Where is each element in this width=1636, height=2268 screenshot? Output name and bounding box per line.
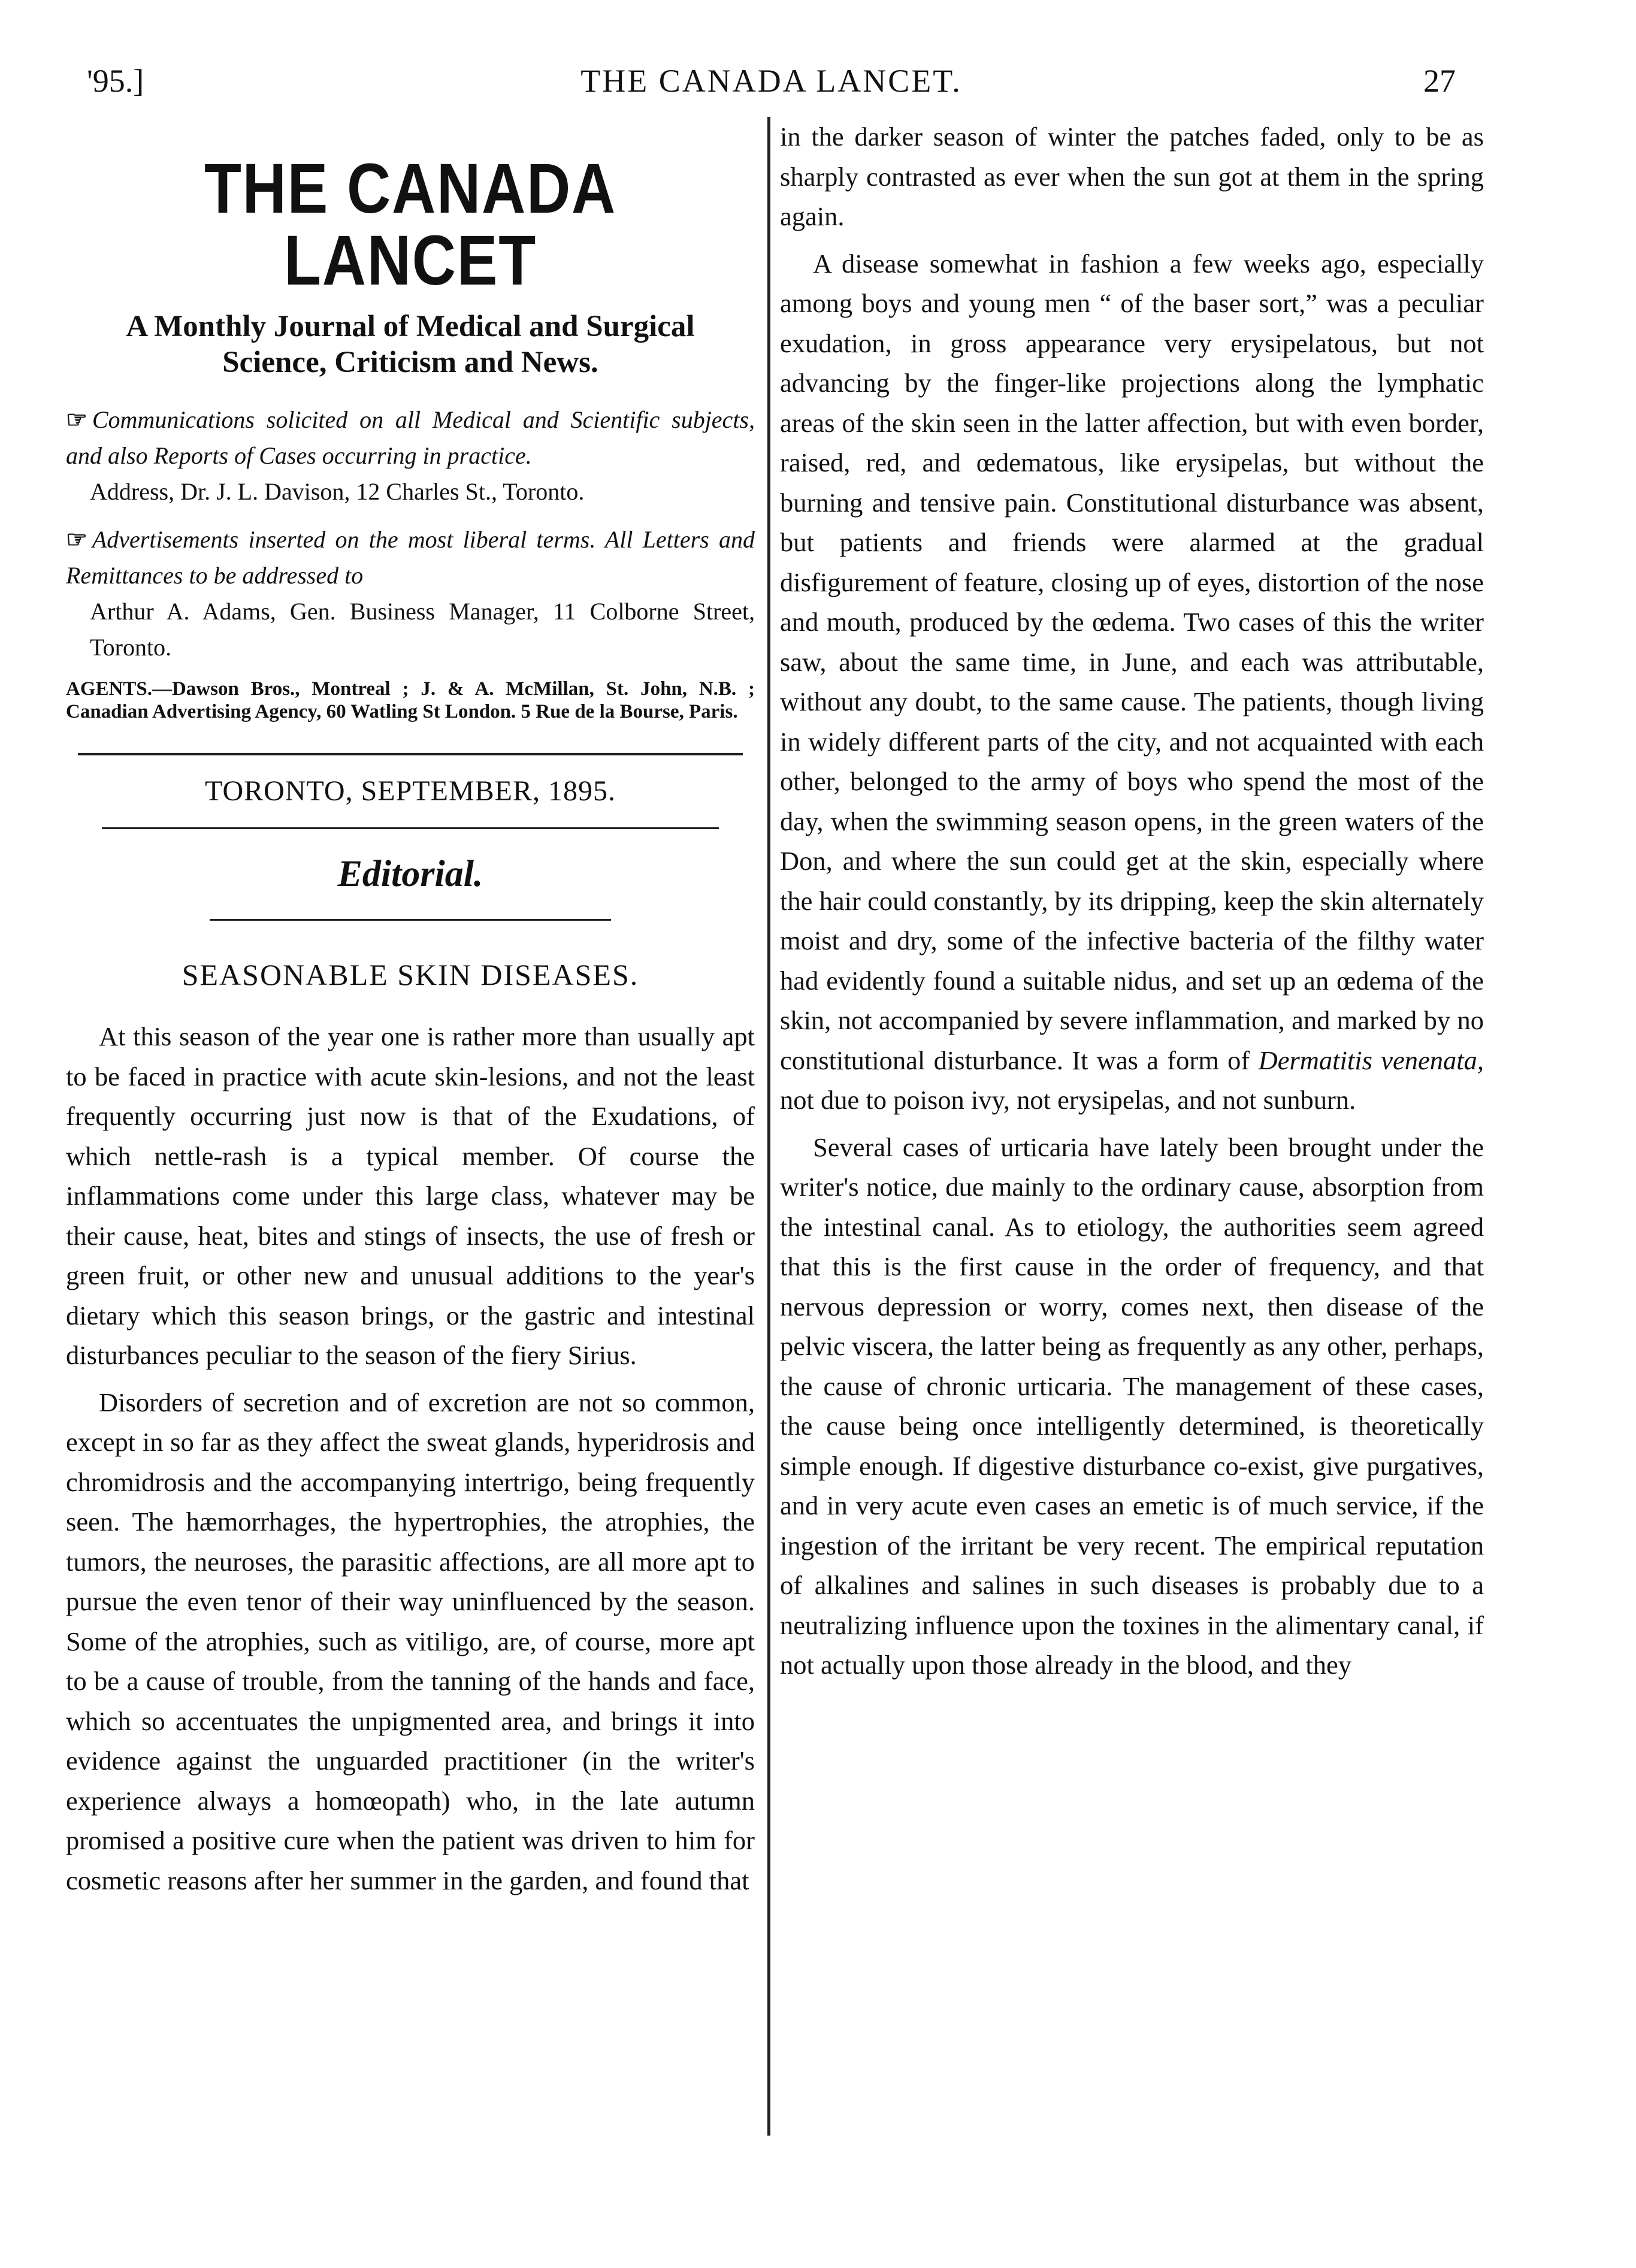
masthead-subtitle: A Monthly Journal of Medical and Surgical Science, Criticism and News. — [126, 310, 695, 379]
business-manager-address: Arthur A. Adams, Gen. Business Manager, 11 Colborne Street, Toronto. — [90, 598, 755, 661]
divider-rule — [78, 753, 743, 755]
divider-rule — [102, 827, 719, 829]
paragraph: in the darker season of winter the patches faded, only to be as sharply contrasted as ever when the sun got at them in the spring again. — [780, 122, 1484, 231]
article-title: SEASONABLE SKIN DISEASES. — [182, 958, 639, 991]
advertisements-notice — [66, 522, 755, 666]
right-column — [780, 117, 1484, 2136]
paragraph-text: A disease somewhat in fashion a few weeks ago, especially among boys and young men “ of the baser sort,” was a peculiar exudation, in gross appearance very erysipelatous, but not advancing by the finger-like projections along the lymphatic areas of the skin seen in the latter affection, but with even border, raised, red, and œdematous, like erysipelas, but without the burning and tensive pain. Constitutional disturbance was absent, but patients and friends were alarmed at the gradual disfigurement of feature, closing up of eyes, distortion of the nose and mouth, produced by the œdema. Two cases of this the writer saw, about the same time, in June, and each was attributable, without any doubt, to the same cause. The patients, though living in widely different parts of the city, and not acquainted with each other, belonged to the army of boys who spend the most of the day, when the swimming season opens, in the green waters of the Don, and where the sun could get at the skin, especially where the hair could constantly, by its dripping, keep the skin alternately moist and dry, some of the infective bacteria of the filthy water had evidently found a suitable nidus, and set up an œdema of the skin, not accompanied by severe inflammation, and marked by no constitutional disturbance. It was a form of — [780, 248, 1484, 1075]
section-heading: Editorial. — [337, 854, 483, 894]
paragraph: Several cases of urticaria have lately been brought under the writer's notice, due mainly to the ordinary cause, absorption from the intestinal canal. As to etiology, the authorities seem agreed that this is the first cause in the order of frequency, and that nervous depression or worry, comes next, then disease of the pelvic viscera, the latter being as frequently as any other, perhaps, the cause of chronic urticaria. The management of these cases, the cause being once intelligently determined, is theoretically simple enough. If digestive disturbance co-exist, give purgatives, and in very acute even cases an emetic is of much service, if the ingestion of the irritant be very recent. The empirical reputation of alkalines and salines in such diseases is probably due to a neutralizing influence upon the toxines in the alimentary canal, if not actually upon those already in the blood, and they — [780, 1132, 1484, 1680]
running-head — [87, 57, 1456, 105]
agents-list: AGENTS.—Dawson Bros., Montreal ; J. & A. McMillan, St. John, N.B. ; Canadian Advertising Agency, 60 Watling St London. 5 Rue de la Bourse, Paris. — [66, 678, 755, 722]
paragraph-text: not due to poison ivy, not erysipelas, and not sunburn. — [780, 1085, 1356, 1115]
volume-year-marker: '95.] — [87, 63, 144, 99]
article-body-left — [66, 1017, 755, 1900]
communications-text: Communications solicited on all Medical and Scientific subjects, and also Reports of Cases occurring in practice. — [66, 406, 755, 469]
communications-address: Address, Dr. J. L. Davison, 12 Charles St., Toronto. — [90, 478, 585, 505]
column-rule — [767, 117, 770, 2136]
paragraph: At this season of the year one is rather more than usually apt to be faced in practice with acute skin-lesions, and not the least frequently occurring just now is that of the Exudations, of which nettle-rash is a typical member. Of course the inflammations come under this large class, whatever may be their cause, heat, bites and stings of insects, the use of fresh or green fruit, or other new and unusual additions to the year's dietary which this season brings, or the gastric and intestinal disturbances peculiar to the season of the fiery Sirius. — [66, 1021, 755, 1370]
divider-rule — [210, 919, 611, 921]
pointing-hand-icon: ☞ — [66, 526, 87, 553]
page-number: 27 — [1423, 63, 1456, 99]
dateline: TORONTO, SEPTEMBER, 1895. — [205, 775, 616, 807]
paragraph: Disorders of secretion and of excretion are not so common, except in so far as they affect the sweat glands, hyperidrosis and chromidrosis and the accompanying intertrigo, being frequently seen. The hæmorrhages, the hypertrophies, the atrophies, the tumors, the neuroses, the parasitic affections, are all more apt to pursue the even tenor of their way uninfluenced by the season. Some of the atrophies, such as vitiligo, are, of course, more apt to be a cause of trouble, from the tanning of the hands and face, which so accentuates the unpigmented area, and brings it into evidence against the unguarded practitioner (in the writer's experience always a homœopath) who, in the late autumn promised a positive cure when the patient was driven to him for cosmetic reasons after her summer in the garden, and found that — [66, 1387, 755, 1895]
paragraph — [780, 244, 1484, 1120]
masthead-title: THE CANADA LANCET — [204, 149, 617, 300]
italic-term: Dermatitis venenata, — [1258, 1045, 1484, 1075]
running-title: THE CANADA LANCET. — [580, 63, 962, 99]
advertisements-text: Advertisements inserted on the most liberal terms. All Letters and Remittances to be addressed to — [66, 526, 755, 589]
article-body-right — [780, 117, 1484, 1685]
pointing-hand-icon: ☞ — [66, 406, 87, 433]
communications-notice — [66, 402, 755, 510]
left-column — [66, 117, 755, 2136]
